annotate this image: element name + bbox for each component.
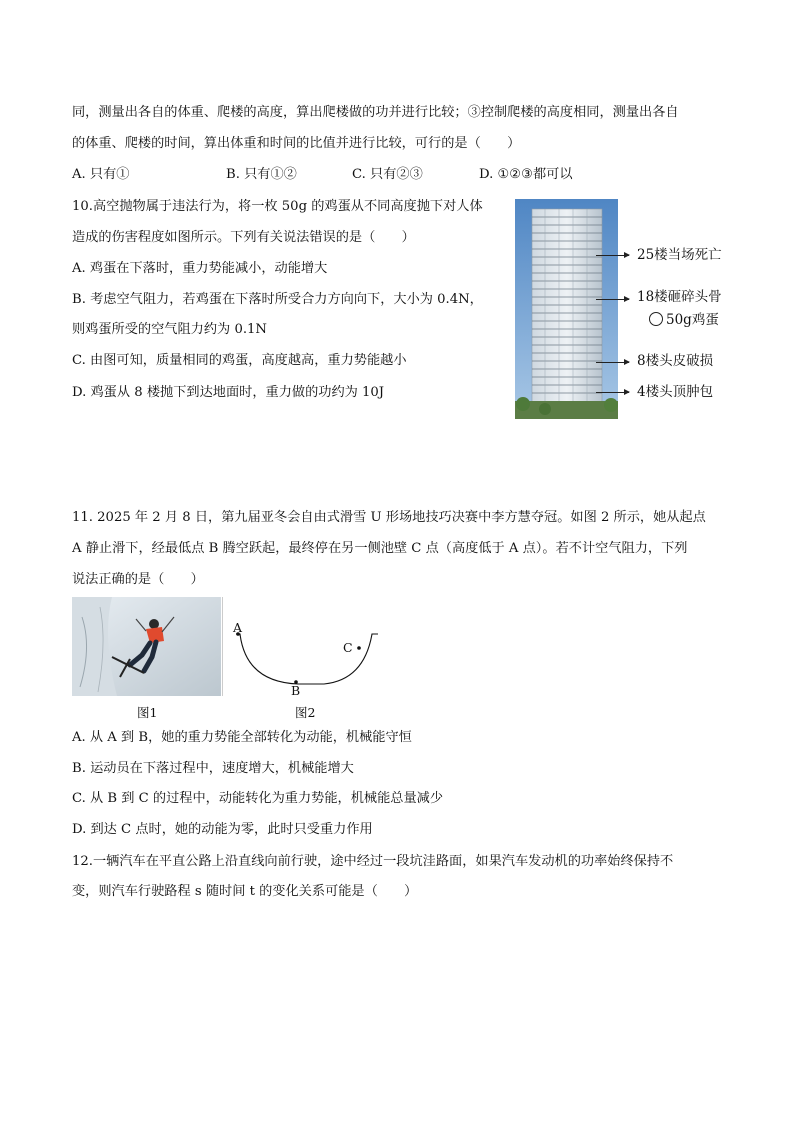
q11-option-b: B. 运动员在下落过程中，速度增大，机械能增大 bbox=[72, 761, 354, 776]
point-b-label: B bbox=[291, 683, 301, 698]
q9-option-c: C. 只有②③ bbox=[352, 167, 423, 182]
figure-divider bbox=[222, 597, 223, 696]
fig1-caption: 图1 bbox=[137, 705, 158, 720]
label-floor25: 25楼当场死亡 bbox=[637, 247, 722, 263]
q9-stem-line2: 的体重、爬楼的时间，算出体重和时间的比值并进行比较，可行的是（ ） bbox=[72, 136, 521, 151]
arrow-floor18 bbox=[596, 299, 629, 300]
q12-stem-line2: 变，则汽车行驶路程 s 随时间 t 的变化关系可能是（ ） bbox=[72, 884, 418, 899]
arrow-floor4 bbox=[596, 392, 629, 393]
q9-option-a: A. 只有① bbox=[72, 167, 130, 182]
q10-option-c: C. 由图可知，质量相同的鸡蛋，高度越高，重力势能越小 bbox=[72, 353, 407, 368]
q10-option-b-line2: 则鸡蛋所受的空气阻力约为 0.1N bbox=[72, 322, 267, 337]
q12-stem-line1: 12.一辆汽车在平直公路上沿直线向前行驶，途中经过一段坑洼路面，如果汽车发动机的功率始终保持不 bbox=[72, 854, 674, 869]
q11-option-d: D. 到达 C 点时，她的动能为零，此时只受重力作用 bbox=[72, 822, 373, 837]
tower-building-image bbox=[515, 199, 618, 419]
label-egg bbox=[649, 311, 719, 329]
label-floor18: 18楼砸碎头骨 bbox=[637, 289, 722, 305]
q11-stem-line3: 说法正确的是（ ） bbox=[72, 572, 204, 587]
q10-stem-line1: 10.高空抛物属于违法行为，将一枚 50g 的鸡蛋从不同高度抛下对人体 bbox=[72, 199, 483, 214]
q11-option-a: A. 从 A 到 B，她的重力势能全部转化为动能，机械能守恒 bbox=[72, 730, 412, 745]
label-floor8: 8楼头皮破损 bbox=[637, 353, 714, 369]
q10-stem-line2: 造成的伤害程度如图所示。下列有关说法错误的是（ ） bbox=[72, 230, 415, 245]
q10-option-d: D. 鸡蛋从 8 楼抛下到达地面时，重力做的功约为 10J bbox=[72, 385, 385, 400]
q11-stem-line2: A 静止滑下，经最低点 B 腾空跃起，最终停在另一侧池壁 C 点（高度低于 A 点）。若不计空气阻力，下列 bbox=[72, 541, 688, 556]
egg-circle-icon bbox=[649, 312, 663, 326]
label-egg-text: 50g鸡蛋 bbox=[666, 312, 719, 328]
q11-stem-line1: 11. 2025 年 2 月 8 日，第九届亚冬会自由式滑雪 U 形场地技巧决赛中李方慧夺冠。如图 2 所示，她从起点 bbox=[72, 510, 706, 525]
q10-option-b-line1: B. 考虑空气阻力，若鸡蛋在下落时所受合力方向向下，大小为 0.4N， bbox=[72, 292, 483, 307]
fig2-caption: 图2 bbox=[295, 705, 316, 720]
u-track-diagram bbox=[226, 620, 386, 700]
q10-option-a: A. 鸡蛋在下落时，重力势能减小，动能增大 bbox=[72, 261, 328, 276]
skier-photo bbox=[72, 597, 221, 696]
q9-option-b: B. 只有①② bbox=[226, 167, 297, 182]
tower-figure bbox=[515, 199, 618, 419]
arrow-floor25 bbox=[596, 255, 629, 256]
q11-option-c: C. 从 B 到 C 的过程中，动能转化为重力势能，机械能总量减少 bbox=[72, 791, 444, 806]
label-floor4: 4楼头顶肿包 bbox=[637, 384, 714, 400]
q9-option-d: D. ①②③都可以 bbox=[479, 167, 573, 182]
point-c-label: C bbox=[343, 640, 353, 655]
q9-stem-line1: 同，测量出各自的体重、爬楼的高度，算出爬楼做的功并进行比较；③控制爬楼的高度相同，测量出各自 bbox=[72, 105, 679, 120]
point-a-label: A bbox=[233, 620, 243, 635]
arrow-floor8 bbox=[596, 362, 629, 363]
